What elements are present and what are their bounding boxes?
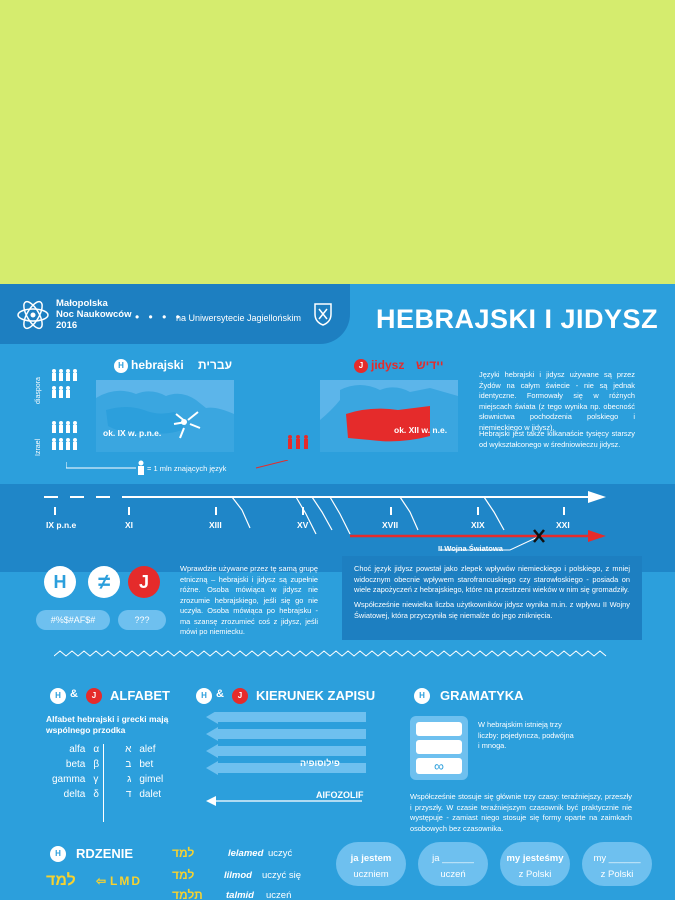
greek-letter: α bbox=[93, 744, 100, 755]
bubble-line-2: z Polski bbox=[518, 869, 552, 880]
alphabet-row bbox=[48, 787, 167, 802]
root-hebrew: למד bbox=[46, 872, 76, 889]
yiddish-label: jidysz bbox=[371, 358, 405, 372]
infinity-icon: ∞ bbox=[416, 758, 462, 774]
bubble-line-1: ja jestem bbox=[350, 853, 392, 864]
example-bubble bbox=[336, 842, 406, 886]
alfabet-subtitle: Alfabet hebrajski i grecki mają wspólnego przodka bbox=[46, 714, 169, 735]
hebrew-name: alef bbox=[139, 744, 156, 755]
ampersand: & bbox=[216, 688, 224, 700]
tick-xix bbox=[477, 507, 479, 515]
timeline-label: IX p.n.e bbox=[46, 520, 77, 530]
bubble-line-2: uczeń bbox=[440, 869, 466, 880]
hebrew-letter: ב bbox=[125, 759, 132, 770]
hebrew-word: פילוסופיה bbox=[300, 758, 340, 768]
hebrew-name: gimel bbox=[139, 774, 164, 785]
org-line-3: 2016 bbox=[56, 320, 78, 331]
hebrew-name: dalet bbox=[139, 789, 162, 800]
bubble-line-2: z Polski bbox=[600, 869, 634, 880]
europe-map bbox=[320, 380, 458, 452]
yiddish-native-label: יידיש bbox=[416, 358, 444, 372]
tense-text: Współcześnie stosuje się głównie trzy czasy: teraźniejszy, przeszły i przyszły. W czasie teraźniejszym czasownik być praktycznie nie występuje - zamiast niego stosuje się formy oparte na zaimkach osobowych bez czasownika. bbox=[410, 792, 632, 833]
root-arrow-icon: ⇦ bbox=[96, 874, 107, 888]
timeline-label: XIII bbox=[209, 520, 222, 530]
rdzenie-title: RDZENIE bbox=[76, 846, 134, 861]
greek-name: beta bbox=[65, 759, 86, 770]
mutual-intelligibility-text: Wprawdzie używane przez tę samą grupę etniczną – hebrajski i jidysz są zupełnie różne. Osoba mówiąca w jidysz nie zrozumie hebrajskiego, jeśli się go nie uczyła. Osoba mówiąca po hebrajsku - ma szansę zrozumieć coś z jidysz, jeśli mówi po niemiecku. bbox=[180, 564, 318, 636]
population-people-icon bbox=[50, 368, 80, 458]
root-word-transliteration: talmid bbox=[226, 890, 254, 900]
timeline-label: XIX bbox=[471, 520, 485, 530]
example-bubble bbox=[418, 842, 488, 886]
hebrew-letter: א bbox=[125, 744, 132, 755]
confused-speech-bubble: #%$#AF$# bbox=[36, 610, 110, 630]
tick-ix-pne bbox=[54, 507, 56, 515]
hebrew-badge-icon: H bbox=[414, 688, 430, 704]
yiddish-decline-text: Współcześnie niewielka liczba użytkowników jidysz wynika m.in. z wpływu II Wojny Światowej, która przyczyniła się niemalże do jego zniknięcia. bbox=[354, 600, 630, 620]
reversed-word: AIFOZOLIF bbox=[316, 790, 364, 800]
not-equal-icon: ≠ bbox=[88, 566, 120, 598]
org-name bbox=[56, 298, 132, 331]
middle-east-map bbox=[96, 380, 234, 452]
legend-text: = 1 mln znających język bbox=[147, 464, 227, 473]
yiddish-speakers-icon bbox=[286, 434, 310, 454]
alphabet-table bbox=[48, 742, 167, 802]
example-bubble bbox=[500, 842, 570, 886]
timeline-label: XVII bbox=[382, 520, 399, 530]
intro-paragraph-2: Hebrajski jest także kilkanaście tysięcy starszy od wykształconego w średniowieczu jidysz. bbox=[479, 429, 635, 449]
hebrew-badge-icon: H bbox=[50, 688, 66, 704]
kierunek-title: KIERUNEK ZAPISU bbox=[256, 688, 376, 703]
org-line-1: Małopolska bbox=[56, 298, 108, 309]
root-word-translation: uczyć się bbox=[262, 870, 302, 881]
timeline-label: XXI bbox=[556, 520, 570, 530]
yiddish-circle-icon: J bbox=[128, 566, 160, 598]
alphabet-row bbox=[48, 742, 167, 757]
question-speech-bubble: ??? bbox=[118, 610, 166, 630]
hebrew-native-label: עברית bbox=[198, 358, 233, 372]
hebrew-badge-icon: H bbox=[50, 846, 66, 862]
hebrew-letter: ד bbox=[125, 789, 132, 800]
tick-xi bbox=[128, 507, 130, 515]
university-crest-icon bbox=[313, 300, 333, 326]
root-word-transliteration: lilmod bbox=[224, 870, 252, 881]
yiddish-origin-date: ok. XII w. n.e. bbox=[394, 425, 448, 435]
israel-label: Izrael bbox=[35, 438, 42, 456]
root-word-translation: uczeń bbox=[266, 890, 292, 900]
alphabet-row bbox=[48, 772, 167, 787]
hebrew-letter: ג bbox=[127, 774, 132, 785]
dots-divider: • • • • bbox=[135, 310, 183, 324]
alfabet-title: ALFABET bbox=[110, 688, 170, 703]
intro-paragraph-1: Języki hebrajski i jidysz używane są przez Żydów na całym świecie - nie są jednak identyczne. Formowały się w różnych miejscach świata (z tego wynika np. obecność słownictwa pochodzenia polskiego i niemieckiego w jidysz). bbox=[479, 370, 635, 432]
timeline-label: XI bbox=[125, 520, 134, 530]
hebrew-badge-icon: H bbox=[196, 688, 212, 704]
greek-letter: γ bbox=[93, 774, 99, 785]
hebrew-origin-date: ok. IX w. p.n.e. bbox=[103, 428, 162, 438]
tick-xiii bbox=[215, 507, 217, 515]
numbers-text: W hebrajskim istnieją trzy liczby: pojedyncza, podwójna i mnoga. bbox=[478, 720, 574, 750]
org-line-2: Noc Naukowców bbox=[56, 309, 132, 320]
hebrew-badge-icon: H bbox=[114, 359, 128, 373]
hebrew-circle-icon: H bbox=[44, 566, 76, 598]
root-latin: LMD bbox=[110, 874, 142, 888]
greek-name: alfa bbox=[69, 744, 86, 755]
bubble-line-1: ja ______ bbox=[432, 853, 474, 864]
tick-xv bbox=[302, 507, 304, 515]
yiddish-badge-icon: J bbox=[86, 688, 102, 704]
tick-xxi bbox=[563, 507, 565, 515]
bubble-line-2: uczniem bbox=[353, 869, 389, 880]
person-legend-icon bbox=[136, 460, 146, 476]
university-name: na Uniwersytecie Jagiellońskim bbox=[176, 313, 302, 323]
tick-xvii bbox=[390, 507, 392, 515]
bubble-line-1: my jesteśmy bbox=[506, 853, 564, 864]
timeline-label: XV bbox=[297, 520, 309, 530]
greek-letter: β bbox=[93, 759, 100, 770]
war-label: II Wojna Światowa bbox=[438, 544, 503, 553]
root-word-hebrew: למד bbox=[172, 846, 195, 860]
page-title: HEBRAJSKI I JIDYSZ bbox=[376, 304, 659, 334]
example-bubble bbox=[582, 842, 652, 886]
poster bbox=[0, 284, 675, 900]
gramatyka-title: GRAMATYKA bbox=[440, 688, 524, 703]
wave-divider bbox=[54, 650, 624, 662]
root-word-hebrew: תלמד bbox=[172, 888, 203, 900]
number-cards-icon bbox=[410, 716, 468, 780]
bubble-line-1: my ______ bbox=[593, 853, 641, 864]
atom-logo-icon bbox=[16, 298, 50, 332]
ampersand: & bbox=[70, 688, 78, 700]
greek-letter: δ bbox=[93, 789, 99, 800]
alphabet-row bbox=[48, 757, 167, 772]
yiddish-badge-icon: J bbox=[232, 688, 248, 704]
greek-name: delta bbox=[63, 789, 86, 800]
hebrew-name: bet bbox=[139, 759, 154, 770]
root-word-translation: uczyć bbox=[268, 848, 293, 859]
greek-name: gamma bbox=[52, 774, 86, 785]
root-word-hebrew: למד bbox=[172, 868, 195, 882]
hebrew-label: hebrajski bbox=[131, 358, 184, 372]
root-word-transliteration: lelamed bbox=[228, 848, 264, 859]
diaspora-label: diaspora bbox=[35, 377, 42, 404]
yiddish-badge-icon: J bbox=[354, 359, 368, 373]
yiddish-origin-text: Choć język jidysz powstał jako zlepek wpływów niemieckiego i polskiego, z mniej widocznym obecnie wpływem starofrancuskiego czy starowłoskiego - posiada on wiele zapożyczeń z hebrajskiego, które na przestrzeni wieków w nim się gromadziły. bbox=[354, 564, 630, 594]
